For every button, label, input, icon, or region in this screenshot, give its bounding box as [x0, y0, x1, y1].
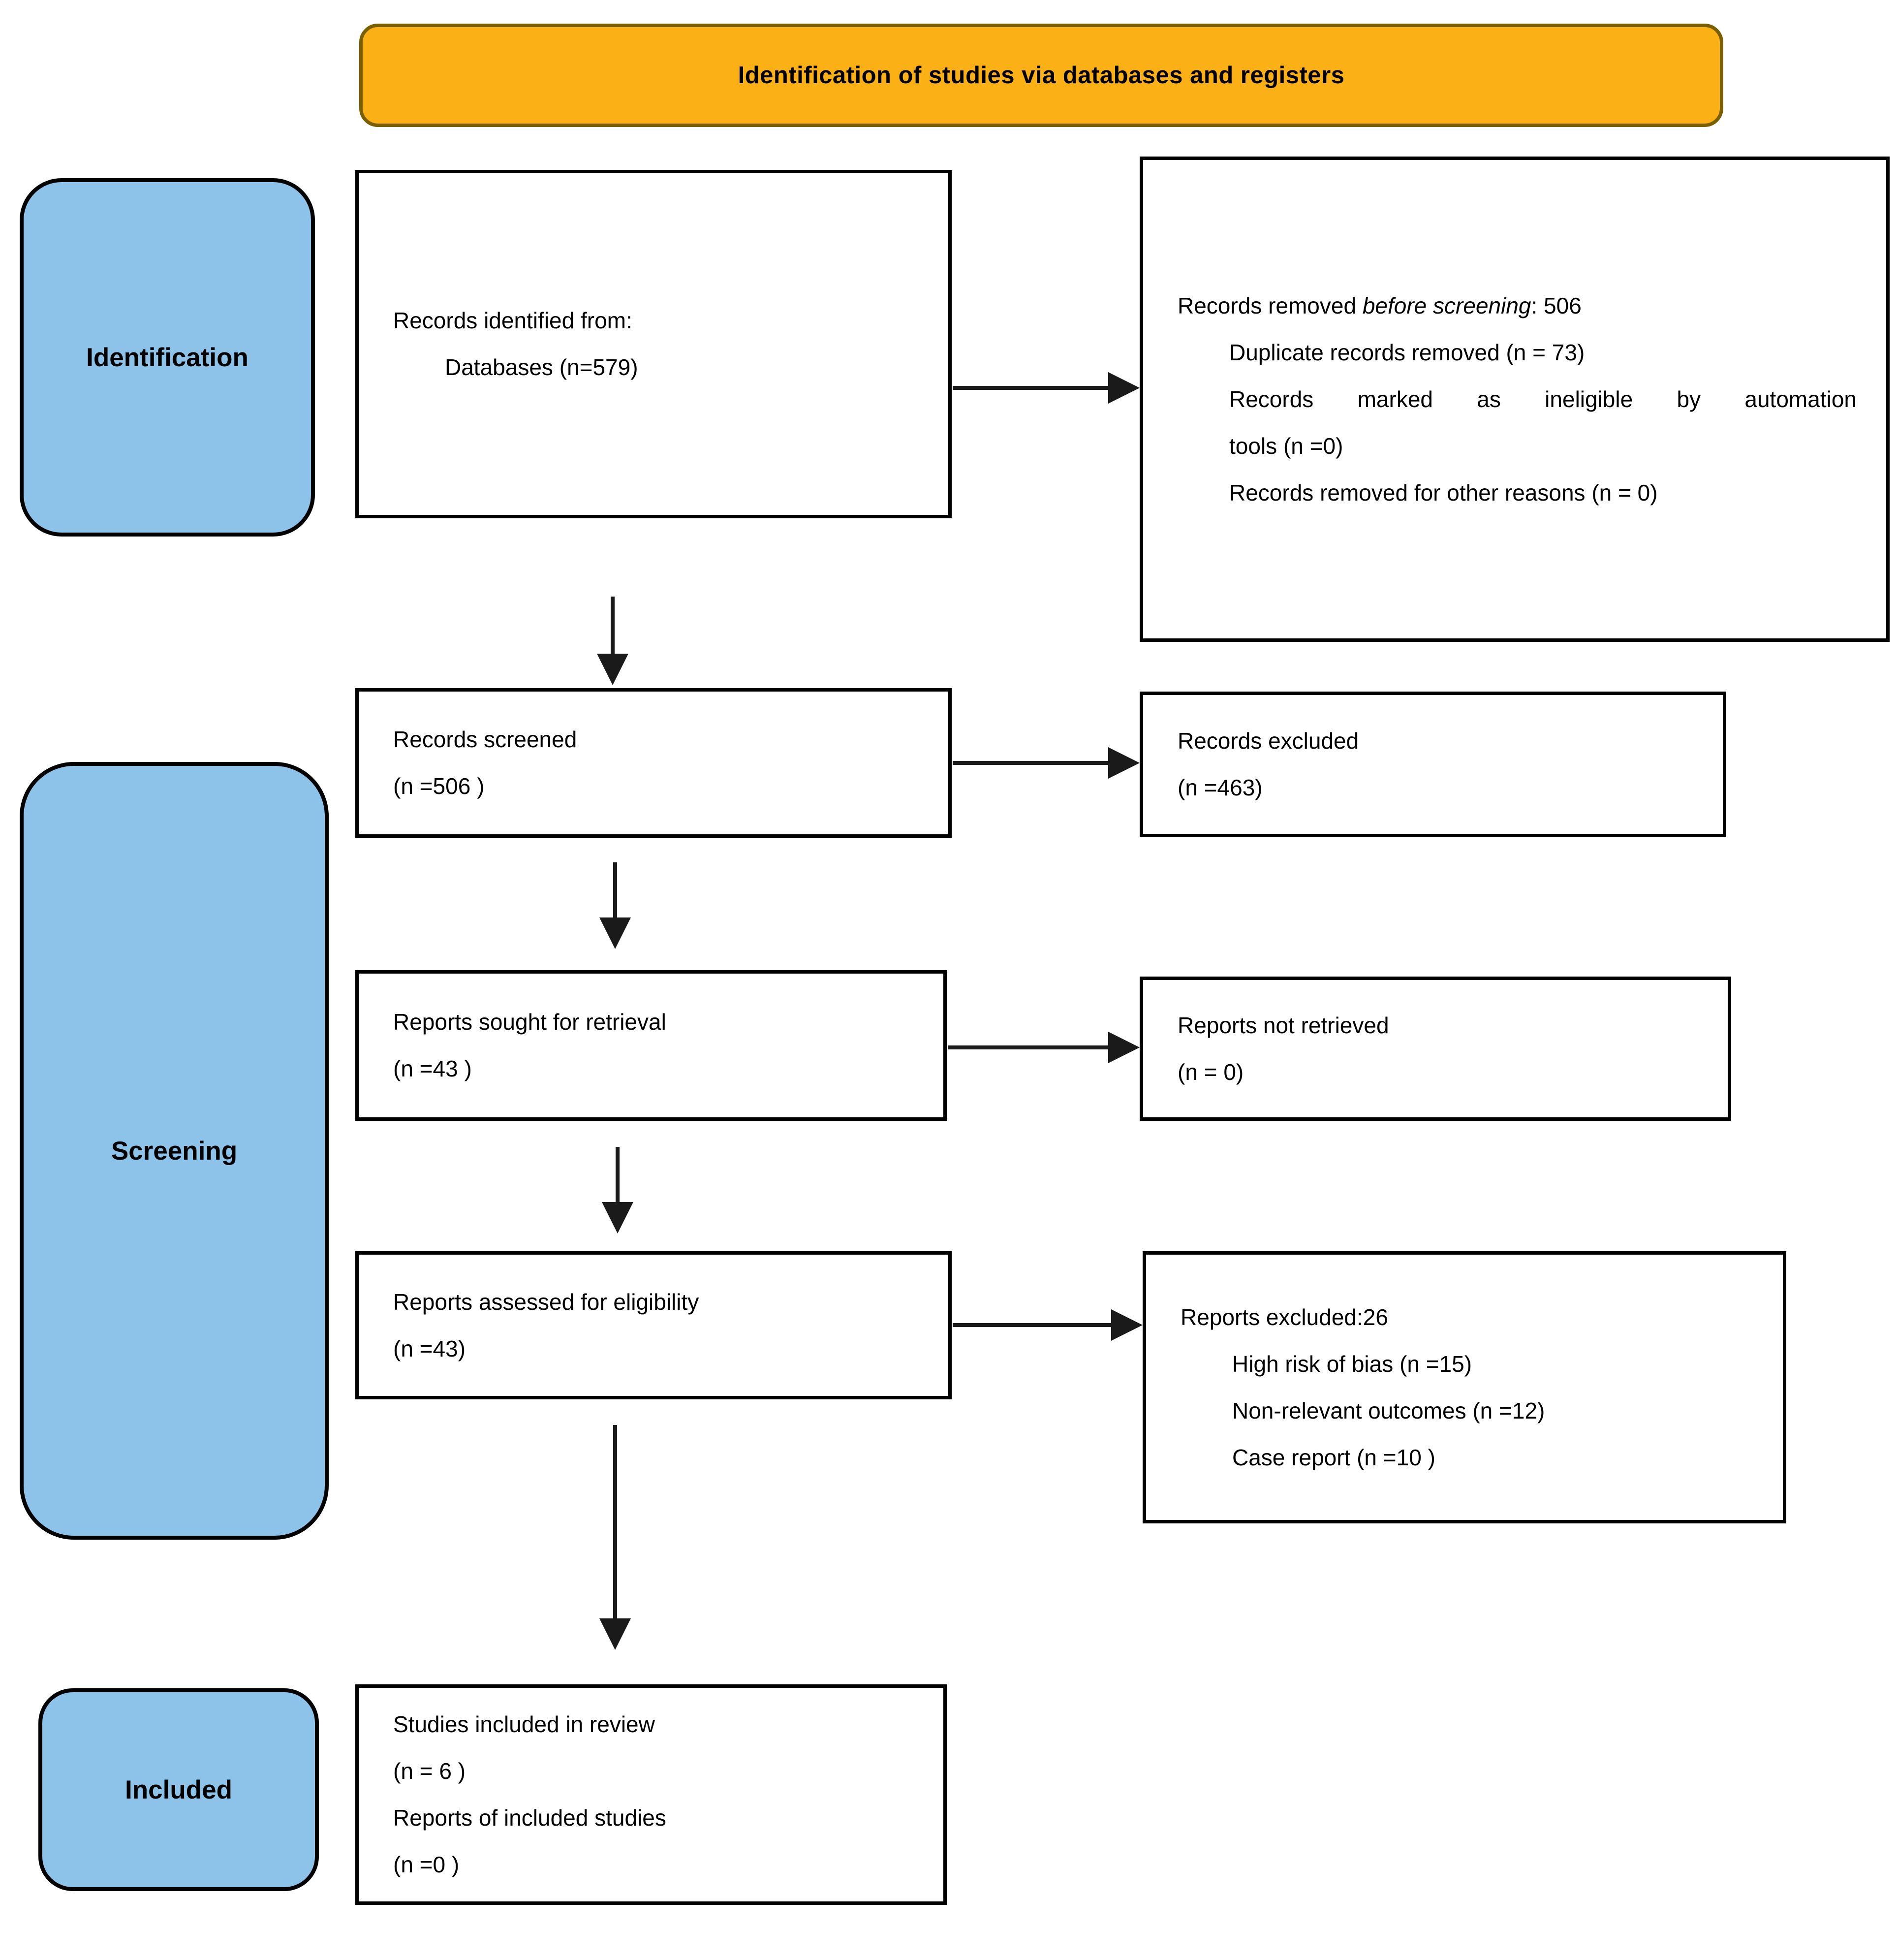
reports-excluded-item1: High risk of bias (n =15) — [1232, 1351, 1472, 1377]
banner-title: Identification of studies via databases and registers — [738, 62, 1345, 89]
box-reports-assessed — [355, 1251, 952, 1399]
reports-assessed-line2: (n =43) — [393, 1335, 466, 1361]
stage-identification — [20, 178, 315, 537]
records-removed-line1 — [1178, 283, 1857, 329]
reports-sought-line2: (n =43 ) — [393, 1056, 472, 1081]
box-studies-included — [355, 1684, 947, 1905]
box-reports-sought — [355, 970, 947, 1121]
arrow-identified-to-screened — [597, 597, 628, 685]
records-identified-line1: Records identified from: — [393, 308, 632, 333]
reports-not-retrieved-line2: (n = 0) — [1178, 1059, 1244, 1085]
arrow-assessed-to-included — [599, 1425, 631, 1650]
records-removed-item1: Duplicate records removed (n = 73) — [1229, 339, 1585, 365]
records-removed-line1-italic: before screening — [1362, 292, 1531, 318]
stage-screening — [20, 762, 329, 1540]
box-records-screened — [355, 688, 952, 838]
box-records-excluded — [1140, 692, 1726, 837]
arrow-sought-to-assessed — [602, 1147, 633, 1233]
studies-included-line3: Reports of included studies — [393, 1805, 666, 1831]
box-records-identified — [355, 170, 952, 518]
box-records-removed — [1140, 157, 1890, 642]
arrow-sought-to-not-retrieved — [948, 1032, 1140, 1063]
records-removed-item2a: Records marked as ineligible by automation — [1229, 386, 1857, 412]
arrow-identified-to-removed — [953, 372, 1140, 404]
records-removed-item2b: tools (n =0) — [1229, 433, 1343, 459]
box-reports-excluded — [1143, 1251, 1786, 1523]
box-reports-not-retrieved — [1140, 977, 1731, 1121]
banner-title-box — [359, 24, 1723, 127]
reports-excluded-item2: Non-relevant outcomes (n =12) — [1232, 1397, 1545, 1423]
records-identified-line2: Databases (n=579) — [445, 354, 638, 380]
records-removed-item3: Records removed for other reasons (n = 0) — [1229, 479, 1658, 506]
stage-included-label: Included — [125, 1775, 232, 1804]
records-screened-line2: (n =506 ) — [393, 773, 485, 799]
studies-included-line1: Studies included in review — [393, 1711, 655, 1737]
stage-screening-label: Screening — [111, 1136, 238, 1166]
records-screened-line1: Records screened — [393, 727, 577, 752]
studies-included-line2: (n = 6 ) — [393, 1758, 466, 1784]
stage-included — [38, 1688, 319, 1891]
records-excluded-line1: Records excluded — [1178, 728, 1359, 754]
reports-not-retrieved-line1: Reports not retrieved — [1178, 1012, 1389, 1038]
arrow-screened-to-sought — [599, 862, 631, 949]
reports-excluded-item3: Case report (n =10 ) — [1232, 1444, 1435, 1470]
arrow-assessed-to-excluded — [953, 1309, 1143, 1341]
studies-included-line4: (n =0 ) — [393, 1852, 460, 1877]
arrow-screened-to-excluded — [953, 747, 1140, 779]
reports-sought-line1: Reports sought for retrieval — [393, 1009, 666, 1035]
records-removed-line1-post: : 506 — [1531, 292, 1582, 318]
stage-identification-label: Identification — [86, 343, 249, 372]
reports-assessed-line1: Reports assessed for eligibility — [393, 1289, 699, 1315]
records-excluded-line2: (n =463) — [1178, 775, 1263, 800]
reports-excluded-line1: Reports excluded:26 — [1181, 1304, 1388, 1330]
records-removed-line1-pre: Records removed — [1178, 292, 1363, 318]
